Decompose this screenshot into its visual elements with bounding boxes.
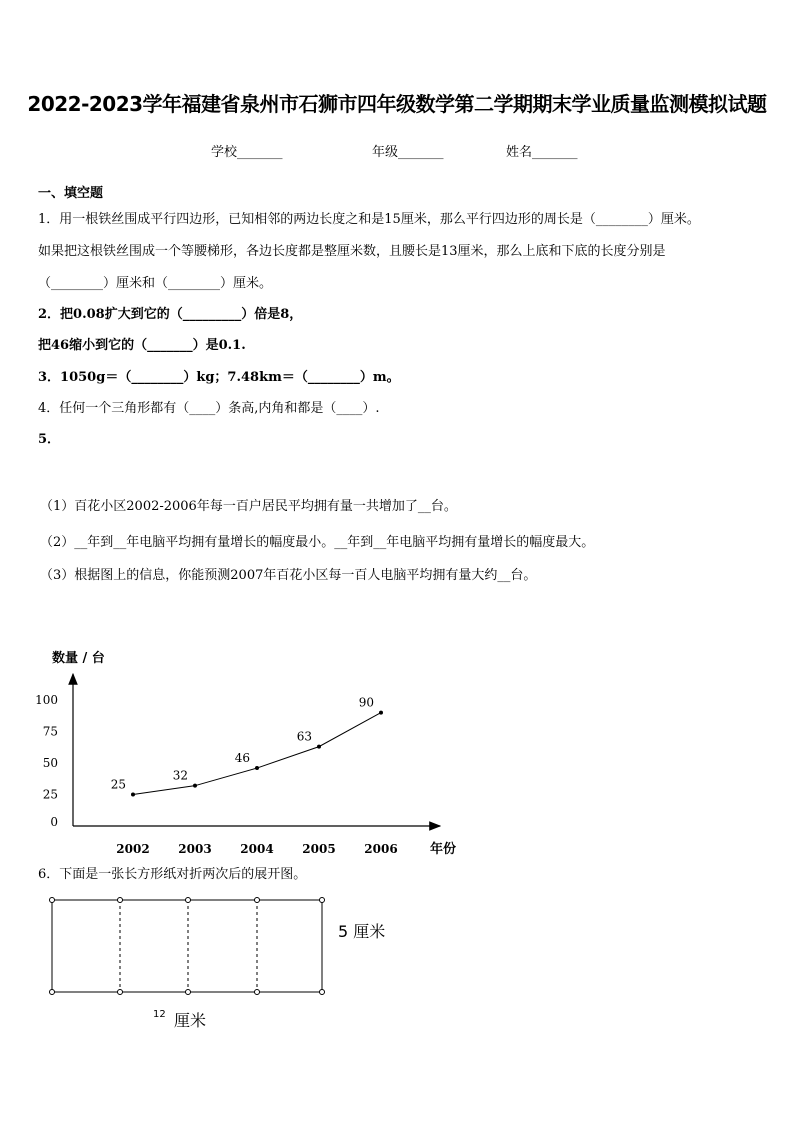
width-unit: 厘米 — [174, 1011, 207, 1030]
chart-x-label: 年份 — [430, 842, 457, 857]
q4: 4．任何一个三角形都有（____）条高,内角和都是（____）. — [38, 401, 380, 416]
school-field: 学校_______ — [211, 145, 283, 160]
y-tick-label: 50 — [42, 756, 58, 770]
y-tick-label: 0 — [50, 815, 58, 829]
data-label: 46 — [234, 751, 250, 766]
data-label: 25 — [110, 777, 126, 792]
q2-line2: 把46缩小到它的（_______）是0.1. — [38, 338, 246, 353]
chart-y-label: 数量 / 台 — [52, 651, 105, 666]
y-tick-label: 100 — [35, 693, 58, 707]
page-title: 2022-2023学年福建省泉州市石狮市四年级数学第二学期期末学业质量监测模拟试题 — [27, 92, 767, 116]
x-tick-label: 2003 — [178, 842, 212, 856]
x-tick-label: 2005 — [302, 842, 336, 856]
q3: 3．1050g＝（________）kg；7.48km＝（________）m。 — [38, 370, 400, 385]
q1-line1: 1．用一根铁丝围成平行四边形，已知相邻的两边长度之和是15厘米，那么平行四边形的周长是（________）厘米。 — [38, 212, 700, 227]
y-tick-label: 25 — [42, 787, 58, 802]
chart-series-line — [133, 713, 381, 795]
section-heading: 一、填空题 — [38, 186, 104, 201]
data-label: 32 — [172, 768, 188, 783]
data-label: 90 — [358, 695, 374, 710]
x-tick-label: 2002 — [116, 842, 150, 856]
q5-sub1: （1）百花小区2002-2006年每一百户居民平均拥有量一共增加了__台。 — [40, 499, 457, 514]
width-number: 12 — [153, 1009, 166, 1020]
q6-caption: 6．下面是一张长方形纸对折两次后的展开图。 — [38, 867, 307, 882]
x-tick-label: 2004 — [240, 842, 274, 856]
x-tick-label: 2006 — [364, 842, 398, 856]
q5-sub2: （2）__年到__年电脑平均拥有量增长的幅度最小。__年到__年电脑平均拥有量增长的幅度最大。 — [40, 535, 595, 550]
folded-rectangle-figure — [40, 890, 400, 1040]
data-point — [379, 711, 383, 715]
data-point — [193, 784, 197, 788]
rectangle-outline — [52, 900, 322, 992]
q5-number: 5． — [38, 432, 61, 447]
y-tick-label: 75 — [42, 724, 58, 739]
q1-line2: 如果把这根铁丝围成一个等腰梯形，各边长度都是整厘米数，且腰长是13厘米，那么上底和下底的长度分别是 — [38, 244, 666, 259]
height-label: 5 厘米 — [338, 922, 386, 941]
data-point — [317, 745, 321, 749]
data-point — [255, 766, 259, 770]
data-point — [131, 793, 135, 797]
q1-line3: （________）厘米和（________）厘米。 — [38, 276, 273, 291]
name-field: 姓名_______ — [506, 145, 578, 160]
data-label: 63 — [296, 729, 312, 744]
q5-sub3: （3）根据图上的信息，你能预测2007年百花小区每一百人电脑平均拥有量大约__台。 — [40, 568, 537, 583]
q2-line1: 2．把0.08扩大到它的（_________）倍是8， — [38, 307, 303, 322]
line-chart — [0, 640, 500, 860]
grade-field: 年级_______ — [372, 145, 444, 160]
